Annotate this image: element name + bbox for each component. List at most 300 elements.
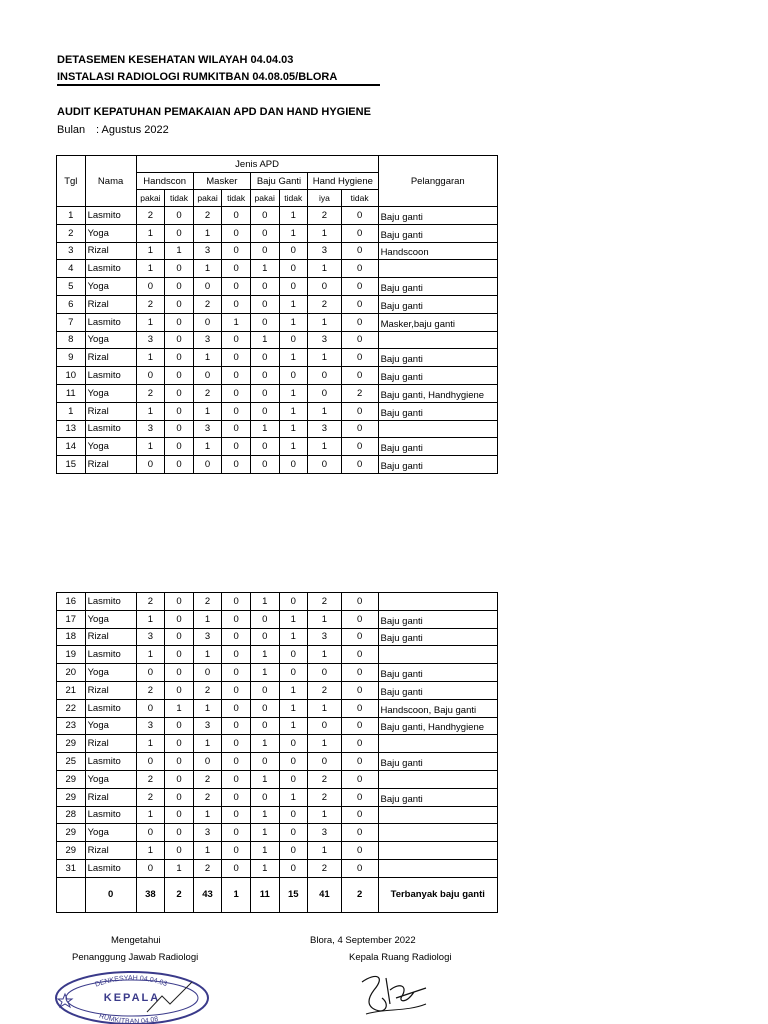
cell-value: 3 (193, 242, 222, 260)
cell-tgl: 29 (57, 824, 86, 842)
cell-value: 3 (308, 331, 342, 349)
cell-pelanggaran: Baju ganti, Handhygiene (378, 384, 497, 402)
cell-value: 0 (341, 717, 378, 735)
cell-nama: Lasmito (85, 207, 136, 225)
table-row (57, 842, 498, 860)
cell-pelanggaran (378, 770, 497, 788)
table-row (57, 456, 498, 474)
cell-value: 2 (308, 788, 342, 806)
cell-value: 0 (250, 717, 279, 735)
cell-value: 2 (136, 384, 165, 402)
cell-value: 0 (341, 420, 378, 438)
cell-value: 0 (222, 367, 251, 385)
cell-value: 0 (165, 260, 194, 278)
cell-value: 0 (308, 717, 342, 735)
cell-value: 0 (222, 593, 251, 611)
cell-value: 0 (222, 207, 251, 225)
subheader-cell: tidak (165, 190, 194, 207)
cell-tgl: 14 (57, 438, 86, 456)
cell-value: 0 (165, 824, 194, 842)
cell-value: 0 (341, 628, 378, 646)
table-row (57, 664, 498, 682)
cell-value: 1 (250, 664, 279, 682)
cell-value: 0 (222, 735, 251, 753)
cell-tgl: 11 (57, 384, 86, 402)
cell-value: 0 (341, 806, 378, 824)
cell-pelanggaran: Baju ganti (378, 438, 497, 456)
cell-value: 0 (165, 753, 194, 771)
subheader-cell: pakai (136, 190, 165, 207)
cell-value: 1 (279, 610, 308, 628)
cell-tgl: 31 (57, 859, 86, 877)
cell-value: 1 (193, 260, 222, 278)
cell-value: 2 (193, 207, 222, 225)
totals-cell: 2 (341, 877, 378, 912)
subheader-cell: tidak (279, 190, 308, 207)
cell-value: 0 (165, 788, 194, 806)
cell-nama: Rizal (85, 242, 136, 260)
cell-tgl: 1 (57, 207, 86, 225)
cell-value: 1 (250, 420, 279, 438)
cell-value: 1 (308, 224, 342, 242)
table-row (57, 806, 498, 824)
cell-value: 0 (165, 278, 194, 296)
header-nama: Nama (85, 156, 136, 207)
cell-value: 1 (222, 313, 251, 331)
cell-value: 0 (222, 753, 251, 771)
cell-value: 0 (136, 824, 165, 842)
cell-nama: Rizal (85, 402, 136, 420)
left-sign-label: Mengetahui (111, 935, 161, 946)
cell-value: 0 (308, 384, 342, 402)
cell-value: 0 (165, 420, 194, 438)
month-value: : Agustus 2022 (96, 124, 169, 136)
cell-tgl: 22 (57, 699, 86, 717)
cell-value: 2 (193, 770, 222, 788)
cell-pelanggaran: Baju ganti (378, 402, 497, 420)
cell-value: 0 (341, 842, 378, 860)
cell-value: 0 (250, 278, 279, 296)
audit-table-page-2 (56, 592, 498, 913)
cell-value: 0 (279, 456, 308, 474)
table-row (57, 628, 498, 646)
cell-value: 0 (250, 753, 279, 771)
cell-value: 1 (279, 788, 308, 806)
cell-value: 0 (136, 753, 165, 771)
cell-tgl: 13 (57, 420, 86, 438)
org-line-1: DETASEMEN KESEHATAN WILAYAH 04.04.03 (57, 54, 294, 66)
table-row (57, 735, 498, 753)
cell-nama: Lasmito (85, 699, 136, 717)
cell-value: 0 (341, 770, 378, 788)
cell-value: 1 (136, 242, 165, 260)
cell-value: 2 (136, 770, 165, 788)
cell-value: 0 (165, 735, 194, 753)
cell-value: 0 (165, 331, 194, 349)
header-hand-hygiene: Hand Hygiene (308, 173, 378, 190)
cell-value: 1 (308, 438, 342, 456)
cell-pelanggaran: Baju ganti (378, 278, 497, 296)
subheader-cell: pakai (193, 190, 222, 207)
table-row (57, 207, 498, 225)
cell-value: 1 (193, 842, 222, 860)
cell-tgl: 20 (57, 664, 86, 682)
document-title: AUDIT KEPATUHAN PEMAKAIAN APD DAN HAND HYGIENE (57, 106, 371, 118)
cell-value: 1 (279, 438, 308, 456)
cell-pelanggaran: Baju ganti (378, 367, 497, 385)
cell-value: 3 (136, 628, 165, 646)
header-underline (57, 84, 380, 86)
cell-value: 1 (279, 717, 308, 735)
cell-pelanggaran: Baju ganti (378, 349, 497, 367)
official-stamp (52, 966, 212, 1024)
cell-value: 0 (250, 456, 279, 474)
cell-value: 0 (279, 664, 308, 682)
cell-value: 0 (341, 699, 378, 717)
cell-value: 0 (279, 859, 308, 877)
cell-pelanggaran: Baju ganti (378, 664, 497, 682)
subheader-cell: pakai (250, 190, 279, 207)
cell-value: 0 (222, 681, 251, 699)
cell-value: 0 (341, 438, 378, 456)
cell-value: 0 (222, 842, 251, 860)
svg-text:DENKESYAH 04.04.03: DENKESYAH 04.04.03 (94, 974, 168, 989)
cell-nama: Yoga (85, 384, 136, 402)
table-row (57, 367, 498, 385)
totals-cell: 41 (308, 877, 342, 912)
cell-value: 1 (279, 224, 308, 242)
cell-value: 0 (341, 207, 378, 225)
cell-value: 0 (279, 753, 308, 771)
cell-value: 0 (136, 278, 165, 296)
cell-value: 0 (250, 295, 279, 313)
table-row (57, 681, 498, 699)
cell-value: 0 (165, 438, 194, 456)
cell-value: 0 (136, 699, 165, 717)
cell-value: 2 (136, 295, 165, 313)
cell-value: 0 (250, 313, 279, 331)
cell-pelanggaran: Baju ganti (378, 456, 497, 474)
cell-tgl: 6 (57, 295, 86, 313)
cell-value: 1 (308, 842, 342, 860)
cell-value: 0 (193, 753, 222, 771)
cell-pelanggaran (378, 593, 497, 611)
cell-value: 0 (341, 753, 378, 771)
table-row (57, 717, 498, 735)
cell-value: 3 (308, 824, 342, 842)
cell-value: 0 (222, 295, 251, 313)
cell-value: 0 (222, 438, 251, 456)
cell-nama: Yoga (85, 331, 136, 349)
cell-value: 1 (250, 646, 279, 664)
cell-value: 2 (308, 770, 342, 788)
cell-value: 0 (165, 349, 194, 367)
cell-value: 0 (250, 610, 279, 628)
cell-value: 0 (165, 402, 194, 420)
cell-value: 0 (341, 242, 378, 260)
cell-value: 0 (341, 735, 378, 753)
cell-value: 3 (136, 717, 165, 735)
cell-value: 0 (341, 664, 378, 682)
cell-value: 1 (308, 313, 342, 331)
cell-value: 1 (136, 806, 165, 824)
cell-value: 3 (136, 331, 165, 349)
totals-row (57, 877, 498, 912)
cell-value: 0 (341, 349, 378, 367)
cell-value: 1 (279, 349, 308, 367)
totals-cell: 38 (136, 877, 165, 912)
cell-value: 0 (222, 859, 251, 877)
sign-date: Blora, 4 September 2022 (310, 935, 416, 946)
cell-value: 3 (308, 628, 342, 646)
cell-tgl: 16 (57, 593, 86, 611)
cell-value: 1 (250, 593, 279, 611)
cell-value: 0 (222, 824, 251, 842)
cell-value: 0 (165, 842, 194, 860)
subheader-cell: iya (308, 190, 342, 207)
cell-tgl: 19 (57, 646, 86, 664)
cell-value: 1 (193, 646, 222, 664)
cell-value: 1 (279, 699, 308, 717)
cell-value: 1 (279, 402, 308, 420)
cell-value: 1 (136, 349, 165, 367)
cell-value: 0 (222, 456, 251, 474)
cell-value: 0 (250, 699, 279, 717)
cell-value: 0 (250, 681, 279, 699)
cell-value: 0 (308, 664, 342, 682)
cell-value: 0 (279, 824, 308, 842)
cell-tgl: 25 (57, 753, 86, 771)
cell-value: 1 (136, 842, 165, 860)
cell-value: 1 (279, 384, 308, 402)
cell-nama: Yoga (85, 824, 136, 842)
cell-value: 2 (341, 384, 378, 402)
cell-value: 1 (308, 260, 342, 278)
cell-value: 0 (165, 384, 194, 402)
cell-pelanggaran (378, 842, 497, 860)
cell-nama: Lasmito (85, 753, 136, 771)
table-row (57, 753, 498, 771)
cell-value: 0 (193, 367, 222, 385)
svg-text:RUMKITBAN 04.08: RUMKITBAN 04.08 (98, 1012, 160, 1024)
cell-value: 0 (250, 242, 279, 260)
cell-value: 0 (165, 806, 194, 824)
cell-tgl: 28 (57, 806, 86, 824)
cell-pelanggaran: Masker,baju ganti (378, 313, 497, 331)
cell-value: 0 (250, 367, 279, 385)
cell-value: 0 (136, 664, 165, 682)
cell-value: 0 (308, 753, 342, 771)
cell-value: 0 (193, 456, 222, 474)
cell-pelanggaran: Baju ganti, Handhygiene (378, 717, 497, 735)
cell-value: 0 (341, 859, 378, 877)
table-row (57, 384, 498, 402)
handwritten-signature (356, 968, 436, 1020)
cell-tgl: 4 (57, 260, 86, 278)
cell-value: 0 (165, 717, 194, 735)
totals-nama: 0 (85, 877, 136, 912)
cell-value: 3 (136, 420, 165, 438)
totals-pelanggaran: Terbanyak baju ganti (378, 877, 497, 912)
cell-value: 0 (308, 456, 342, 474)
cell-value: 2 (193, 681, 222, 699)
cell-value: 0 (222, 664, 251, 682)
cell-value: 0 (341, 367, 378, 385)
cell-pelanggaran (378, 331, 497, 349)
table-row (57, 295, 498, 313)
cell-tgl: 2 (57, 224, 86, 242)
cell-tgl: 29 (57, 788, 86, 806)
cell-value: 1 (136, 610, 165, 628)
cell-nama: Yoga (85, 224, 136, 242)
table-row (57, 593, 498, 611)
cell-value: 0 (193, 313, 222, 331)
cell-value: 3 (193, 331, 222, 349)
cell-value: 2 (308, 681, 342, 699)
cell-value: 0 (341, 788, 378, 806)
cell-value: 1 (193, 438, 222, 456)
cell-value: 0 (222, 610, 251, 628)
table-row (57, 438, 498, 456)
cell-value: 0 (279, 842, 308, 860)
cell-value: 0 (222, 402, 251, 420)
table-row (57, 260, 498, 278)
cell-value: 1 (136, 438, 165, 456)
cell-value: 0 (250, 224, 279, 242)
cell-value: 0 (341, 313, 378, 331)
cell-value: 1 (165, 699, 194, 717)
cell-tgl: 1 (57, 402, 86, 420)
cell-tgl: 3 (57, 242, 86, 260)
table-row (57, 420, 498, 438)
cell-value: 0 (222, 806, 251, 824)
cell-value: 1 (279, 628, 308, 646)
cell-nama: Rizal (85, 788, 136, 806)
cell-pelanggaran: Baju ganti (378, 753, 497, 771)
table-row (57, 331, 498, 349)
cell-value: 1 (136, 735, 165, 753)
cell-value: 0 (222, 278, 251, 296)
cell-value: 0 (279, 806, 308, 824)
cell-value: 1 (193, 224, 222, 242)
cell-value: 1 (308, 646, 342, 664)
cell-value: 0 (222, 224, 251, 242)
cell-value: 0 (308, 278, 342, 296)
cell-tgl: 9 (57, 349, 86, 367)
cell-value: 0 (250, 788, 279, 806)
cell-value: 2 (193, 788, 222, 806)
table-row (57, 278, 498, 296)
cell-tgl: 17 (57, 610, 86, 628)
cell-nama: Yoga (85, 664, 136, 682)
cell-nama: Yoga (85, 717, 136, 735)
cell-value: 0 (250, 207, 279, 225)
cell-value: 1 (193, 349, 222, 367)
cell-value: 0 (341, 456, 378, 474)
cell-value: 0 (250, 438, 279, 456)
cell-nama: Rizal (85, 735, 136, 753)
cell-pelanggaran: Baju ganti (378, 681, 497, 699)
cell-value: 1 (308, 349, 342, 367)
cell-value: 0 (222, 646, 251, 664)
cell-value: 2 (193, 295, 222, 313)
cell-value: 1 (308, 699, 342, 717)
cell-value: 0 (222, 420, 251, 438)
cell-pelanggaran (378, 824, 497, 842)
cell-value: 1 (250, 859, 279, 877)
cell-value: 1 (279, 681, 308, 699)
totals-cell: 43 (193, 877, 222, 912)
cell-tgl: 29 (57, 842, 86, 860)
cell-value: 0 (165, 593, 194, 611)
cell-pelanggaran (378, 859, 497, 877)
cell-pelanggaran: Handscoon (378, 242, 497, 260)
cell-value: 0 (341, 331, 378, 349)
cell-pelanggaran (378, 806, 497, 824)
cell-value: 0 (222, 628, 251, 646)
totals-cell: 11 (250, 877, 279, 912)
cell-value: 1 (279, 420, 308, 438)
cell-nama: Lasmito (85, 593, 136, 611)
cell-value: 0 (222, 331, 251, 349)
cell-value: 0 (165, 681, 194, 699)
cell-value: 0 (341, 402, 378, 420)
cell-pelanggaran: Baju ganti (378, 628, 497, 646)
cell-value: 0 (222, 384, 251, 402)
table-row (57, 699, 498, 717)
header-handscon: Handscon (136, 173, 193, 190)
table-row (57, 224, 498, 242)
cell-value: 1 (136, 260, 165, 278)
cell-value: 1 (136, 402, 165, 420)
cell-nama: Rizal (85, 628, 136, 646)
cell-value: 0 (165, 770, 194, 788)
table-row (57, 824, 498, 842)
cell-value: 2 (136, 593, 165, 611)
cell-value: 1 (279, 207, 308, 225)
cell-value: 2 (193, 384, 222, 402)
cell-value: 0 (165, 207, 194, 225)
subheader-cell: tidak (341, 190, 378, 207)
cell-nama: Rizal (85, 681, 136, 699)
cell-value: 0 (279, 367, 308, 385)
cell-pelanggaran (378, 646, 497, 664)
cell-pelanggaran: Baju ganti (378, 224, 497, 242)
cell-value: 0 (222, 699, 251, 717)
cell-value: 0 (222, 242, 251, 260)
cell-value: 0 (250, 349, 279, 367)
cell-nama: Lasmito (85, 420, 136, 438)
cell-value: 1 (308, 610, 342, 628)
cell-value: 1 (250, 260, 279, 278)
cell-value: 0 (165, 628, 194, 646)
cell-nama: Yoga (85, 278, 136, 296)
cell-tgl: 5 (57, 278, 86, 296)
cell-value: 0 (193, 664, 222, 682)
cell-value: 2 (308, 859, 342, 877)
cell-value: 0 (250, 628, 279, 646)
cell-value: 1 (308, 402, 342, 420)
cell-nama: Rizal (85, 349, 136, 367)
cell-pelanggaran: Baju ganti (378, 295, 497, 313)
cell-nama: Yoga (85, 610, 136, 628)
cell-nama: Rizal (85, 842, 136, 860)
cell-value: 0 (341, 824, 378, 842)
cell-tgl: 21 (57, 681, 86, 699)
cell-value: 0 (136, 859, 165, 877)
cell-value: 0 (165, 610, 194, 628)
cell-value: 0 (165, 367, 194, 385)
